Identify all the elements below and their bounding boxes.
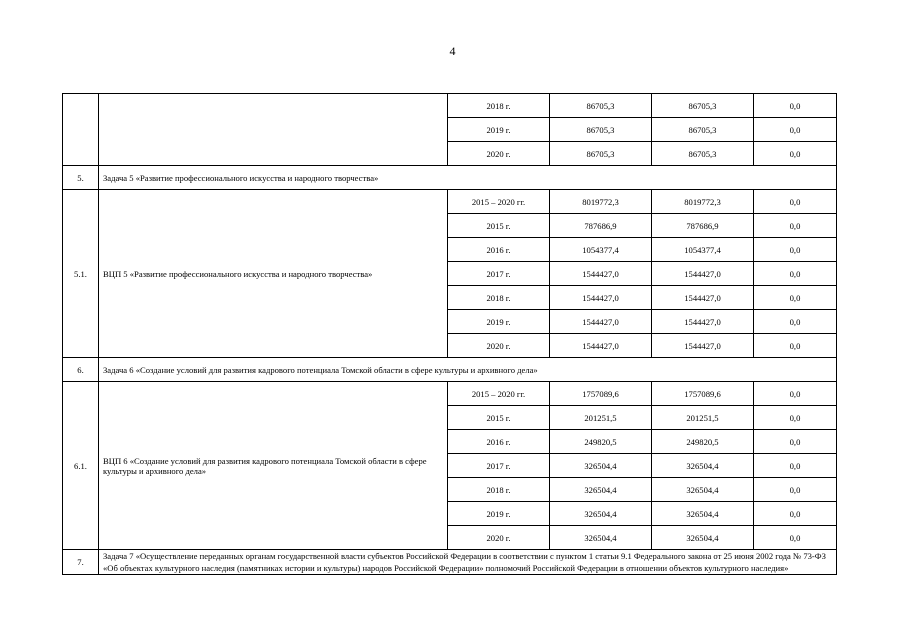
value-cell: 249820,5 [652, 430, 754, 454]
num-cell [63, 94, 99, 166]
budget-table [62, 93, 837, 575]
value-cell: 1544427,0 [652, 286, 754, 310]
task-title: Задача 6 «Создание условий для развития кадрового потенциала Томской области в сфере культуры и архивного дела» [99, 358, 837, 382]
value-cell: 326504,4 [550, 502, 652, 526]
table-row [63, 382, 837, 406]
value-cell: 86705,3 [652, 94, 754, 118]
value-cell: 326504,4 [550, 478, 652, 502]
value-cell: 8019772,3 [550, 190, 652, 214]
program-title: ВЦП 6 «Создание условий для развития кадрового потенциала Томской области в сфере культуры и архивного дела» [99, 382, 448, 550]
value-cell: 0,0 [754, 238, 837, 262]
program-title: ВЦП 5 «Развитие профессионального искусства и народного творчества» [99, 190, 448, 358]
value-cell: 1544427,0 [652, 334, 754, 358]
value-cell: 787686,9 [652, 214, 754, 238]
task-number: 5. [63, 166, 99, 190]
value-cell: 326504,4 [550, 454, 652, 478]
value-cell: 326504,4 [652, 454, 754, 478]
value-cell: 0,0 [754, 502, 837, 526]
value-cell: 0,0 [754, 118, 837, 142]
value-cell: 8019772,3 [652, 190, 754, 214]
table-row [63, 94, 837, 118]
task-number: 6. [63, 358, 99, 382]
year-cell: 2020 г. [448, 142, 550, 166]
year-cell: 2015 г. [448, 214, 550, 238]
task-row [63, 358, 837, 382]
value-cell: 0,0 [754, 526, 837, 550]
value-cell: 0,0 [754, 478, 837, 502]
value-cell: 1544427,0 [550, 286, 652, 310]
year-cell: 2015 – 2020 гг. [448, 382, 550, 406]
year-cell: 2016 г. [448, 238, 550, 262]
value-cell: 86705,3 [550, 94, 652, 118]
value-cell: 0,0 [754, 406, 837, 430]
year-cell: 2019 г. [448, 502, 550, 526]
task-number: 7. [63, 550, 99, 575]
task-row [63, 166, 837, 190]
program-number: 6.1. [63, 382, 99, 550]
year-cell: 2015 г. [448, 406, 550, 430]
year-cell: 2015 – 2020 гг. [448, 190, 550, 214]
table-row [63, 190, 837, 214]
value-cell: 1544427,0 [550, 334, 652, 358]
value-cell: 86705,3 [652, 142, 754, 166]
value-cell: 249820,5 [550, 430, 652, 454]
year-cell: 2018 г. [448, 478, 550, 502]
value-cell: 787686,9 [550, 214, 652, 238]
value-cell: 0,0 [754, 430, 837, 454]
page-number: 4 [449, 44, 456, 58]
task-title: Задача 5 «Развитие профессионального искусства и народного творчества» [99, 166, 837, 190]
value-cell: 86705,3 [550, 142, 652, 166]
value-cell: 1054377,4 [652, 238, 754, 262]
value-cell: 326504,4 [652, 526, 754, 550]
value-cell: 0,0 [754, 214, 837, 238]
year-cell: 2017 г. [448, 262, 550, 286]
value-cell: 1544427,0 [652, 262, 754, 286]
name-cell [99, 94, 448, 166]
value-cell: 0,0 [754, 286, 837, 310]
value-cell: 201251,5 [550, 406, 652, 430]
task-row [63, 550, 837, 575]
year-cell: 2020 г. [448, 526, 550, 550]
value-cell: 0,0 [754, 382, 837, 406]
value-cell: 1544427,0 [550, 262, 652, 286]
value-cell: 326504,4 [652, 478, 754, 502]
year-cell: 2017 г. [448, 454, 550, 478]
value-cell: 1544427,0 [550, 310, 652, 334]
value-cell: 1054377,4 [550, 238, 652, 262]
year-cell: 2016 г. [448, 430, 550, 454]
value-cell: 86705,3 [550, 118, 652, 142]
value-cell: 201251,5 [652, 406, 754, 430]
year-cell: 2019 г. [448, 118, 550, 142]
year-cell: 2019 г. [448, 310, 550, 334]
program-number: 5.1. [63, 190, 99, 358]
value-cell: 326504,4 [652, 502, 754, 526]
value-cell: 0,0 [754, 310, 837, 334]
value-cell: 0,0 [754, 190, 837, 214]
value-cell: 1757089,6 [550, 382, 652, 406]
year-cell: 2018 г. [448, 94, 550, 118]
value-cell: 1757089,6 [652, 382, 754, 406]
value-cell: 0,0 [754, 454, 837, 478]
value-cell: 0,0 [754, 334, 837, 358]
value-cell: 326504,4 [550, 526, 652, 550]
value-cell: 0,0 [754, 94, 837, 118]
year-cell: 2020 г. [448, 334, 550, 358]
value-cell: 1544427,0 [652, 310, 754, 334]
value-cell: 86705,3 [652, 118, 754, 142]
year-cell: 2018 г. [448, 286, 550, 310]
value-cell: 0,0 [754, 262, 837, 286]
task-title: Задача 7 «Осуществление переданных органам государственной власти субъектов Российской Федерации в соответствии с пунктом 1 статьи 9.1 Федерального закона от 25 июня 2002 года № 73-ФЗ «Об объектах культурного наследия (памятниках истории и культуры) народов Российской Федерации» полномочий Российской Федерации в отношении объектов культурного наследия» [99, 550, 837, 575]
value-cell: 0,0 [754, 142, 837, 166]
